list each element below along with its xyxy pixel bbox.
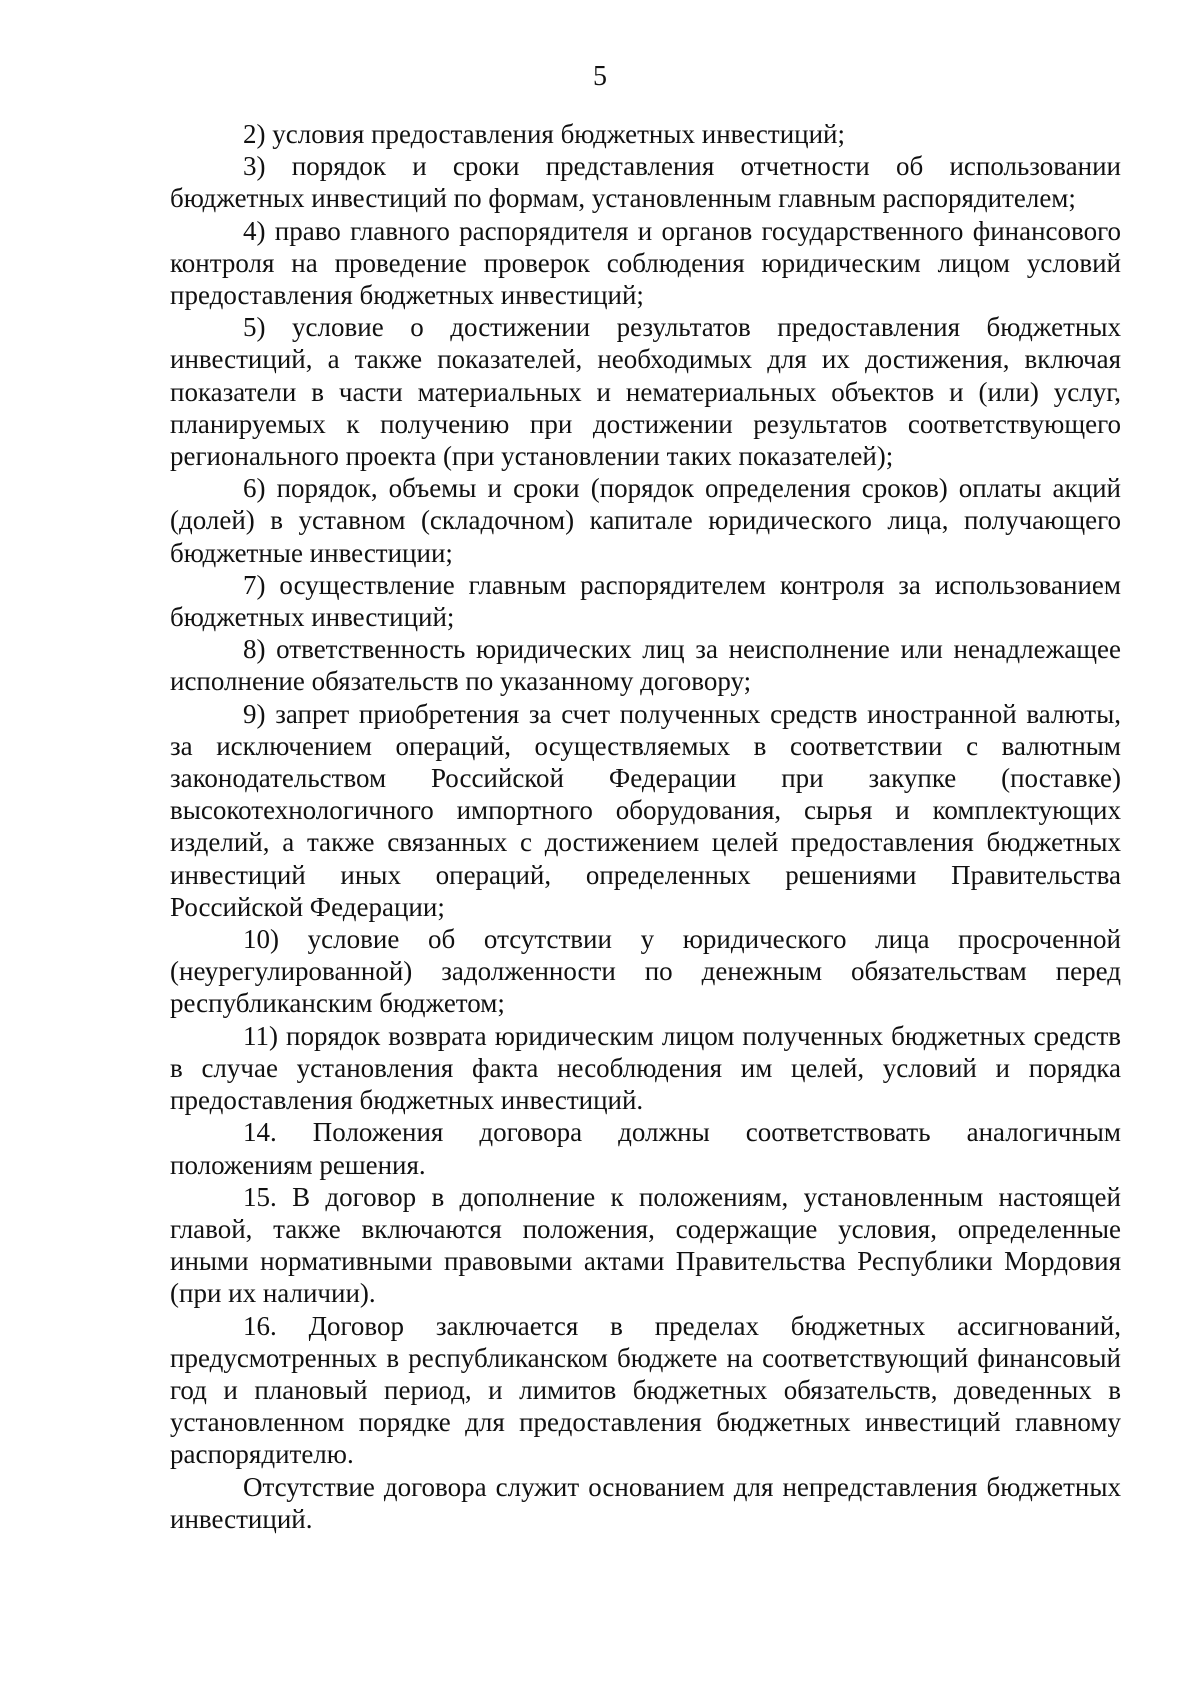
document-body (170, 118, 1121, 1535)
paragraph-item-4: 4) право главного распорядителя и органов государственного финансового контроля на проведение проверок соблюдения юридическим лицом условий предоставления бюджетных инвестиций; (170, 215, 1121, 311)
paragraph-item-6: 6) порядок, объемы и сроки (порядок определения сроков) оплаты акций (долей) в уставном (складочном) капитале юридического лица, получающего бюджетные инвестиции; (170, 473, 1121, 568)
paragraph-item-5: 5) условие о достижении результатов предоставления бюджетных инвестиций, а также показателей, необходимых для их достижения, включая показатели в части материальных и нематериальных объектов и (или) услуг, планируемых к получению при достижении результатов соответствующего регионального проекта (при установлении таких показателей); (170, 312, 1121, 472)
paragraph-item-10: 10) условие об отсутствии у юридического лица просроченной (неурегулированной) задолженности по денежным обязательствам перед республиканским бюджетом; (170, 924, 1121, 1019)
paragraph-item-2: 2) условия предоставления бюджетных инвестиций; (243, 119, 845, 149)
clause-14: 14. Положения договора должны соответствовать аналогичным положениям решения. (170, 1117, 1121, 1180)
paragraph-item-11: 11) порядок возврата юридическим лицом полученных бюджетных средств в случае установления факта несоблюдения им целей, условий и порядка предоставления бюджетных инвестиций. (170, 1020, 1121, 1116)
clause-15: 15. В договор в дополнение к положениям, установленным настоящей главой, также включаются положения, содержащие условия, определенные иными нормативными правовыми актами Правительства Республики Мордовия (при их наличии). (170, 1181, 1121, 1309)
paragraph-item-8: 8) ответственность юридических лиц за неисполнение или ненадлежащее исполнение обязательств по указанному договору; (170, 634, 1121, 697)
paragraph-item-9: 9) запрет приобретения за счет полученных средств иностранной валюты, за исключением операций, осуществляемых в соответствии с валютным законодательством Российской Федерации при закупке (поставке) высокотехнологичного импортного оборудования, сырья и комплектующих изделий, а также связанных с достижением целей предоставления бюджетных инвестиций иных операций, определенных решениями Правительства Российской Федерации; (170, 698, 1121, 922)
paragraph-item-7: 7) осуществление главным распорядителем контроля за использованием бюджетных инвестиций; (170, 569, 1121, 633)
paragraph-item-3: 3) порядок и сроки представления отчетности об использовании бюджетных инвестиций по формам, установленным главным распорядителем; (170, 151, 1121, 214)
clause-16: 16. Договор заключается в пределах бюджетных ассигнований, предусмотренных в республиканском бюджете на соответствующий финансовый год и плановый период, и лимитов бюджетных обязательств, доведенных в установленном порядке для предоставления бюджетных инвестиций главному распорядителю. (170, 1310, 1121, 1470)
closing-paragraph: Отсутствие договора служит основанием для непредставления бюджетных инвестиций. (170, 1471, 1121, 1534)
page-number: 5 (593, 61, 607, 92)
